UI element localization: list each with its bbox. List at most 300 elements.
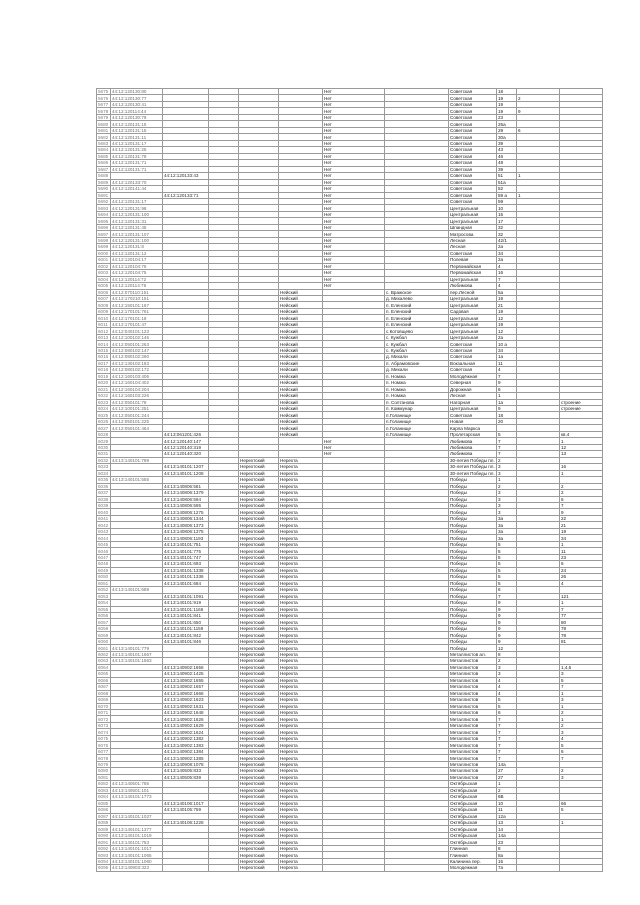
cell-street: Любимова <box>449 438 497 444</box>
cell-row-number: 6009 <box>97 308 111 314</box>
cell-street: Шпандная <box>449 224 497 230</box>
cell-city: Нейский <box>279 373 323 379</box>
cell-street: Победы <box>449 554 497 560</box>
cell-house-number: 7 <box>497 593 517 599</box>
cell-city: Нейский <box>279 296 323 302</box>
cell-row-number: 5687 <box>97 166 111 172</box>
cell-house-number: 10 <box>497 800 517 806</box>
cell-no-flag: Нет <box>323 244 385 250</box>
cell-row-number: 6006 <box>97 289 111 295</box>
cell-apartment-cadastral-number: 44:13:140101:1208 <box>163 470 209 476</box>
cell-street: Победы <box>449 600 497 606</box>
cell-house-number: 9 <box>497 638 517 644</box>
cell-row-number: 6031 <box>97 451 111 457</box>
cell-street: Металлистов <box>449 761 497 767</box>
cell-city: Нерехта <box>279 567 323 573</box>
cell-settlement: п. Номжа <box>385 393 449 399</box>
cell-no-flag: Нет <box>323 438 385 444</box>
cell-street: Победы <box>449 483 497 489</box>
cell-city: Нерехта <box>279 464 323 470</box>
cell-house-number: 2а <box>497 257 517 263</box>
cell-house-number: 7 <box>497 276 517 282</box>
cell-settlement: д. Михалево <box>385 296 449 302</box>
cell-house-number: 39 <box>497 140 517 146</box>
cell-row-number: 6005 <box>97 283 111 289</box>
cell-apartment-cadastral-number: 44:13:140101:1336 <box>163 574 209 580</box>
cell-district: Нерехтский <box>239 561 279 567</box>
cell-no-flag: Нет <box>323 95 385 101</box>
cell-apartment-cadastral-number: 44:13:140101:1159 <box>163 625 209 631</box>
cell-house-number: 9 <box>497 380 517 386</box>
cell-street: Металлистов <box>449 697 497 703</box>
cell-apartment: 1 <box>560 470 603 476</box>
cell-district: Нерехтский <box>239 826 279 832</box>
cell-cadastral-number: 44:13:140101:555 <box>111 477 163 483</box>
cell-row-number: 6094 <box>97 858 111 864</box>
cell-cadastral-number: 44:12:120131:31 <box>111 218 163 224</box>
cell-street: Победы <box>449 580 497 586</box>
cell-street: Металлистов <box>449 703 497 709</box>
cell-district: Нерехтский <box>239 645 279 651</box>
cell-row-number: 6001 <box>97 257 111 263</box>
cell-city: Нерехта <box>279 457 323 463</box>
cell-apartment-cadastral-number: 44:13:140101:846 <box>163 638 209 644</box>
cell-settlement: п. Еленский <box>385 315 449 321</box>
cell-row-number: 6069 <box>97 697 111 703</box>
cell-apartment: 7 <box>560 606 603 612</box>
cell-house-number: 16 <box>497 270 517 276</box>
cell-row-number: 5699 <box>97 244 111 250</box>
cell-house-number: 7 <box>497 742 517 748</box>
cell-district: Нерехтский <box>239 509 279 515</box>
cell-district: Нерехтский <box>239 690 279 696</box>
cell-apartment-cadastral-number <box>163 865 209 871</box>
cell-city: Нерехта <box>279 522 323 528</box>
cell-cadastral-number: 44:12:080102:147 <box>111 347 163 353</box>
cell-house-number: 6 <box>497 710 517 716</box>
cell-street: Советская <box>449 341 497 347</box>
cell-cadastral-number: 44:12:120104:75 <box>111 270 163 276</box>
cell-district: Нерехтский <box>239 528 279 534</box>
cell-row-number: 6008 <box>97 302 111 308</box>
cell-row-number: 6042 <box>97 522 111 528</box>
cell-house-number: 59 а <box>497 192 517 198</box>
cell-house-number: 9 <box>497 405 517 411</box>
cell-building: 1 <box>517 173 560 179</box>
cell-apartment: 1 <box>560 716 603 722</box>
cell-house-number: 25а <box>497 121 517 127</box>
cell-settlement: с. Вражское <box>385 289 449 295</box>
cell-apartment: 19 <box>560 528 603 534</box>
cell-no-flag: Нет <box>323 263 385 269</box>
cell-house-number: 10 а <box>497 341 517 347</box>
cell-cadastral-number: 44:12:120131:25 <box>111 147 163 153</box>
cell-street: Советская <box>449 250 497 256</box>
cell-apartment-cadastral-number: 44:12:120133:71 <box>163 192 209 198</box>
cell-apartment: 77 <box>560 612 603 618</box>
cell-settlement: п. Солтанова <box>385 399 449 405</box>
cell-house-number: 11 <box>497 360 517 366</box>
cell-apartment: строение <box>560 405 603 411</box>
cell-street: Молодёжная <box>449 373 497 379</box>
cell-city: Нейский <box>279 386 323 392</box>
cell-city: Нейский <box>279 412 323 418</box>
cell-street: Октябрьская <box>449 800 497 806</box>
cell-district: Нерехтский <box>239 684 279 690</box>
cell-settlement: с. Кужбал <box>385 341 449 347</box>
cell-house-number: 32 <box>497 224 517 230</box>
cell-street: Металлистов <box>449 729 497 735</box>
cell-row-number: 6080 <box>97 768 111 774</box>
cell-no-flag: Нет <box>323 140 385 146</box>
cell-apartment-cadastral-number: 44:13:140902:1624 <box>163 729 209 735</box>
cell-city: Нерехта <box>279 794 323 800</box>
cell-city: Нерехта <box>279 651 323 657</box>
cell-street: Победы <box>449 503 497 509</box>
cell-street: Вокзальная <box>449 360 497 366</box>
cell-city: Нерехта <box>279 690 323 696</box>
cell-city: Нерехта <box>279 528 323 534</box>
cell-no-flag: Нет <box>323 179 385 185</box>
cell-row-number: 6053 <box>97 593 111 599</box>
cell-house-number: 7а <box>497 865 517 871</box>
cell-row-number: 6034 <box>97 470 111 476</box>
cell-apartment-cadastral-number: 44:13:140902:1425 <box>163 671 209 677</box>
cell-settlement: п. Номжа <box>385 386 449 392</box>
cell-row-number: 6044 <box>97 535 111 541</box>
cell-district: Нерехтский <box>239 761 279 767</box>
cell-no-flag: Нет <box>323 237 385 243</box>
cell-city: Нерехта <box>279 470 323 476</box>
cell-street: Центральная <box>449 205 497 211</box>
cell-row-number: 6055 <box>97 606 111 612</box>
cell-street: Центральная <box>449 218 497 224</box>
cell-city: Нерехта <box>279 722 323 728</box>
cell-cadastral-number: 44:12:070110:151 <box>111 289 163 295</box>
cell-row-number: 6049 <box>97 567 111 573</box>
cell-row-number: 6017 <box>97 360 111 366</box>
cell-row-number: 5675 <box>97 89 111 95</box>
cell-apartment-cadastral-number: 44:12:120140:147 <box>163 438 209 444</box>
cell-city: Нерехта <box>279 561 323 567</box>
cell-city: Нерехта <box>279 625 323 631</box>
cell-row-number: 5679 <box>97 114 111 120</box>
cell-row-number: 6059 <box>97 632 111 638</box>
cell-apartment: 3 <box>560 729 603 735</box>
cell-row-number: 6000 <box>97 250 111 256</box>
cell-district: Нерехтский <box>239 496 279 502</box>
cell-street: Полевая <box>449 257 497 263</box>
cell-cadastral-number: 44:13:140101:1060 <box>111 858 163 864</box>
cell-city: Нейский <box>279 367 323 373</box>
cell-settlement: п.Голанище <box>385 412 449 418</box>
cell-house-number: 1а <box>497 354 517 360</box>
cell-house-number: 15 <box>497 858 517 864</box>
cell-building <box>517 865 560 871</box>
cell-house-number: 2 <box>497 658 517 664</box>
cell-row-number: 6081 <box>97 774 111 780</box>
cell-row-number: 6030 <box>97 444 111 450</box>
cell-apartment-cadastral-number: 44:13:140101:1166 <box>163 606 209 612</box>
cell-row-number: 6026 <box>97 418 111 424</box>
cell-row-number: 6085 <box>97 800 111 806</box>
cell-city: Нерехта <box>279 729 323 735</box>
cell-street: Советская <box>449 127 497 133</box>
cell-house-number: 15 <box>497 211 517 217</box>
cell-district: Нерехтский <box>239 522 279 528</box>
cell-row-number: 5688 <box>97 173 111 179</box>
cell-city: Нерехта <box>279 781 323 787</box>
cell-district: Нерехтский <box>239 625 279 631</box>
cell-district: Нерехтский <box>239 638 279 644</box>
cell-street: Лесная <box>449 244 497 250</box>
cell-house-number: 12а <box>497 813 517 819</box>
cell-street: Советская <box>449 95 497 101</box>
cell-city: Нерехта <box>279 671 323 677</box>
cell-house-number: 2 <box>497 483 517 489</box>
cell-house-number: 5 <box>497 574 517 580</box>
cell-settlement: п. Номжа <box>385 373 449 379</box>
cell-house-number: 7 <box>497 748 517 754</box>
cell-district: Нерехтский <box>239 742 279 748</box>
cell-row-number: 6021 <box>97 386 111 392</box>
cell-apartment: 13 <box>560 451 603 457</box>
cell-city: Нейский <box>279 308 323 314</box>
cell-district: Нерехтский <box>239 619 279 625</box>
cell-row-number: 6058 <box>97 625 111 631</box>
cell-apartment-cadastral-number: 44:13:140101:841 <box>163 612 209 618</box>
cell-district: Нерехтский <box>239 554 279 560</box>
cell-house-number: 13 <box>497 819 517 825</box>
cell-house-number: 18 <box>497 89 517 95</box>
cell-no-flag: Нет <box>323 186 385 192</box>
cell-cadastral-number: 44:13:140101:753 <box>111 839 163 845</box>
cell-row-number: 6051 <box>97 580 111 586</box>
cell-district: Нерехтский <box>239 729 279 735</box>
cell-district: Нерехтский <box>239 755 279 761</box>
cell-apartment-cadastral-number: 44:13:140902:1385 <box>163 755 209 761</box>
cell-apartment-cadastral-number: 44:12:120133:43 <box>163 173 209 179</box>
cell-street: Металлистов <box>449 774 497 780</box>
cell-cadastral-number: 44:12:120130:80 <box>111 89 163 95</box>
cell-house-number: 11 <box>497 807 517 813</box>
cell-row-number: 5692 <box>97 198 111 204</box>
cell-settlement: п. Еленский <box>385 321 449 327</box>
cell-apartment-cadastral-number: 44:13:140806:594 <box>163 496 209 502</box>
cell-settlement: д. Михали <box>385 354 449 360</box>
cell-apartment-cadastral-number: 44:13:140505:839 <box>163 774 209 780</box>
registry-table-sheet <box>96 88 581 872</box>
cell-city: Нерехта <box>279 761 323 767</box>
cell-no-flag: Нет <box>323 114 385 120</box>
cell-city: Нейский <box>279 418 323 424</box>
cell-street: Металлистов <box>449 684 497 690</box>
cell-apartment: 6 <box>560 748 603 754</box>
cell-city: Нерехта <box>279 574 323 580</box>
cell-row-number: 6048 <box>97 561 111 567</box>
cell-cadastral-number: 44:13:140501:101 <box>111 787 163 793</box>
cell-house-number: 4 <box>497 263 517 269</box>
cell-apartment: 16 <box>560 464 603 470</box>
cell-house-number: 7 <box>497 444 517 450</box>
cell-house-number: 19 <box>497 108 517 114</box>
cell-city: Нейский <box>279 302 323 308</box>
cell-cadastral-number: 44:12:120104:76 <box>111 263 163 269</box>
cell-apartment-cadastral-number: 44:13:140806:1373 <box>163 522 209 528</box>
cell-apartment-cadastral-number: 44:13:140101:919 <box>163 600 209 606</box>
cell-house-number: 2а <box>497 244 517 250</box>
cell-street: Победы <box>449 522 497 528</box>
cell-district: Нерехтский <box>239 800 279 806</box>
cell-street: Победы <box>449 612 497 618</box>
cell-city: Нерехта <box>279 839 323 845</box>
cell-apartment: 1 <box>560 819 603 825</box>
cell-cadastral-number: 44:12:160103:226 <box>111 393 163 399</box>
cell-apartment: 22 <box>560 515 603 521</box>
cell-row-number: 6083 <box>97 787 111 793</box>
cell-row-number: 6039 <box>97 503 111 509</box>
cell-cadastral-number: 44:12:120114:78 <box>111 283 163 289</box>
cell-apartment-cadastral-number: 44:13:140902:1631 <box>163 703 209 709</box>
cell-city: Нерехта <box>279 515 323 521</box>
cell-house-number: 7 <box>497 451 517 457</box>
cell-cadastral-number: 44:12:120114:44 <box>111 108 163 114</box>
cell-row-number: 6093 <box>97 852 111 858</box>
table-row <box>97 865 603 871</box>
cell-row-number: 5682 <box>97 134 111 140</box>
cell-row-number: 6029 <box>97 438 111 444</box>
cell-street: Октябрьская <box>449 813 497 819</box>
cell-house-number: 1 <box>497 477 517 483</box>
cell-cadastral-number: 44:13:140101:1065 <box>111 852 163 858</box>
cell-street: Советская <box>449 108 497 114</box>
cell-street: Центральная <box>449 276 497 282</box>
cell-apartment: 81 <box>560 638 603 644</box>
cell-house-number: 2 <box>497 457 517 463</box>
cell-street: Октябрьская <box>449 807 497 813</box>
cell-city: Нерехта <box>279 587 323 593</box>
cell-apartment: 7 <box>560 503 603 509</box>
cell-street: Советская <box>449 147 497 153</box>
cell-district: Нерехтский <box>239 658 279 664</box>
cell-apartment-cadastral-number: 44:13:140101:751 <box>163 541 209 547</box>
cell-district: Нерехтский <box>239 845 279 851</box>
cell-district: Нерехтский <box>239 748 279 754</box>
cell-district: Нерехтский <box>239 807 279 813</box>
cell-district: Нерехтский <box>239 735 279 741</box>
cell-no-flag: Нет <box>323 153 385 159</box>
cell-apartment-cadastral-number: 44:12:120140:320 <box>163 451 209 457</box>
cell-street: Победы <box>449 477 497 483</box>
cell-row-number: 6068 <box>97 690 111 696</box>
cell-street: Металлистов ал. <box>449 651 497 657</box>
cell-cadastral-number: 44:13:140101:1017 <box>111 845 163 851</box>
cell-no-flag: Нет <box>323 257 385 263</box>
cell-cadastral-number: 44:13:140101:1377 <box>111 826 163 832</box>
cell-apartment-cadastral-number: 44:13:140902:1623 <box>163 697 209 703</box>
cell-row-number: 6004 <box>97 276 111 282</box>
cell-house-number: 7 <box>497 735 517 741</box>
cell-no-flag: Нет <box>323 134 385 140</box>
cell-no-flag: Нет <box>323 108 385 114</box>
cell-street: Советская <box>449 347 497 353</box>
cell-street: Дорожная <box>449 386 497 392</box>
cell-city: Нерехта <box>279 813 323 819</box>
cell-apartment: 26 <box>560 574 603 580</box>
cell-house-number: 5 <box>497 548 517 554</box>
cell-row-number: 5681 <box>97 127 111 133</box>
cell-cadastral-number: 44:13:140101:779 <box>111 645 163 651</box>
cell-city: Нейский <box>279 360 323 366</box>
cell-no-flag: Нет <box>323 250 385 256</box>
cell-apartment-cadastral-number: 44:13:140101:1338 <box>163 567 209 573</box>
cell-city: Нерехта <box>279 619 323 625</box>
cell-district: Нерехтский <box>239 722 279 728</box>
cell-city: Нерехта <box>279 664 323 670</box>
cell-house-number: 4 <box>497 690 517 696</box>
cell-no-flag: Нет <box>323 198 385 204</box>
cell-no-flag: Нет <box>323 224 385 230</box>
cell-apartment-cadastral-number: 44:13:140902:1648 <box>163 710 209 716</box>
cell-city: Нейский <box>279 289 323 295</box>
cell-house-number: 8 <box>497 651 517 657</box>
cell-city: Нерехта <box>279 852 323 858</box>
cell-row-number: 6077 <box>97 748 111 754</box>
cell-cadastral-number: 44:12:050101:244 <box>111 412 163 418</box>
cell-apartment: 11 <box>560 548 603 554</box>
cell-apartment: 5 <box>560 807 603 813</box>
cell-district: Нерехтский <box>239 865 279 871</box>
cell-house-number: 7 <box>497 373 517 379</box>
cell-row-number: 6022 <box>97 393 111 399</box>
cell-cadastral-number: 44:12:160104:402 <box>111 380 163 386</box>
cell-street: Победы <box>449 541 497 547</box>
cell-apartment-cadastral-number: 44:13:140806:595 <box>163 503 209 509</box>
cell-street: Центральная <box>449 302 497 308</box>
cell-cadastral-number: 44:12:120131:17 <box>111 198 163 204</box>
cell-city: Нейский <box>279 315 323 321</box>
cell-city: Нейский <box>279 328 323 334</box>
cell-cadastral-number: 44:13:140903:323 <box>111 865 163 871</box>
cell-cadastral-number: 44:12:120141:44 <box>111 186 163 192</box>
cell-house-number: 19 <box>497 95 517 101</box>
cell-apartment: 7 <box>560 755 603 761</box>
cell-cadastral-number: 44:12:120131:8 <box>111 244 163 250</box>
cell-cadastral-number: 44:12:080102:260 <box>111 354 163 360</box>
cell-apartment: 7 <box>560 684 603 690</box>
cell-city: Нерехта <box>279 703 323 709</box>
cell-street: Октябрьская <box>449 832 497 838</box>
cell-no-flag: Нет <box>323 283 385 289</box>
cell-cadastral-number: 44:12:170101:18 <box>111 315 163 321</box>
cell-row-number: 5693 <box>97 205 111 211</box>
cell-city: Нейский <box>279 334 323 340</box>
cell-house-number: 19 <box>497 308 517 314</box>
cell-street: Любимова <box>449 451 497 457</box>
cell-house-number: 9 <box>497 619 517 625</box>
cell-cadastral-number: 44:12:120130:79 <box>111 114 163 120</box>
cell-no-flag: Нет <box>323 89 385 95</box>
cell-city: Нерехта <box>279 710 323 716</box>
cell-house-number: 59 <box>497 198 517 204</box>
cell-city: Нерехта <box>279 768 323 774</box>
cell-row-number: 6003 <box>97 270 111 276</box>
cell-district: Нерехтский <box>239 781 279 787</box>
cell-street: Советская <box>449 192 497 198</box>
cell-street: Садовая <box>449 308 497 314</box>
cell-cadastral-number: 44:13:140101:689 <box>111 587 163 593</box>
cell-district: Нерехтский <box>239 671 279 677</box>
